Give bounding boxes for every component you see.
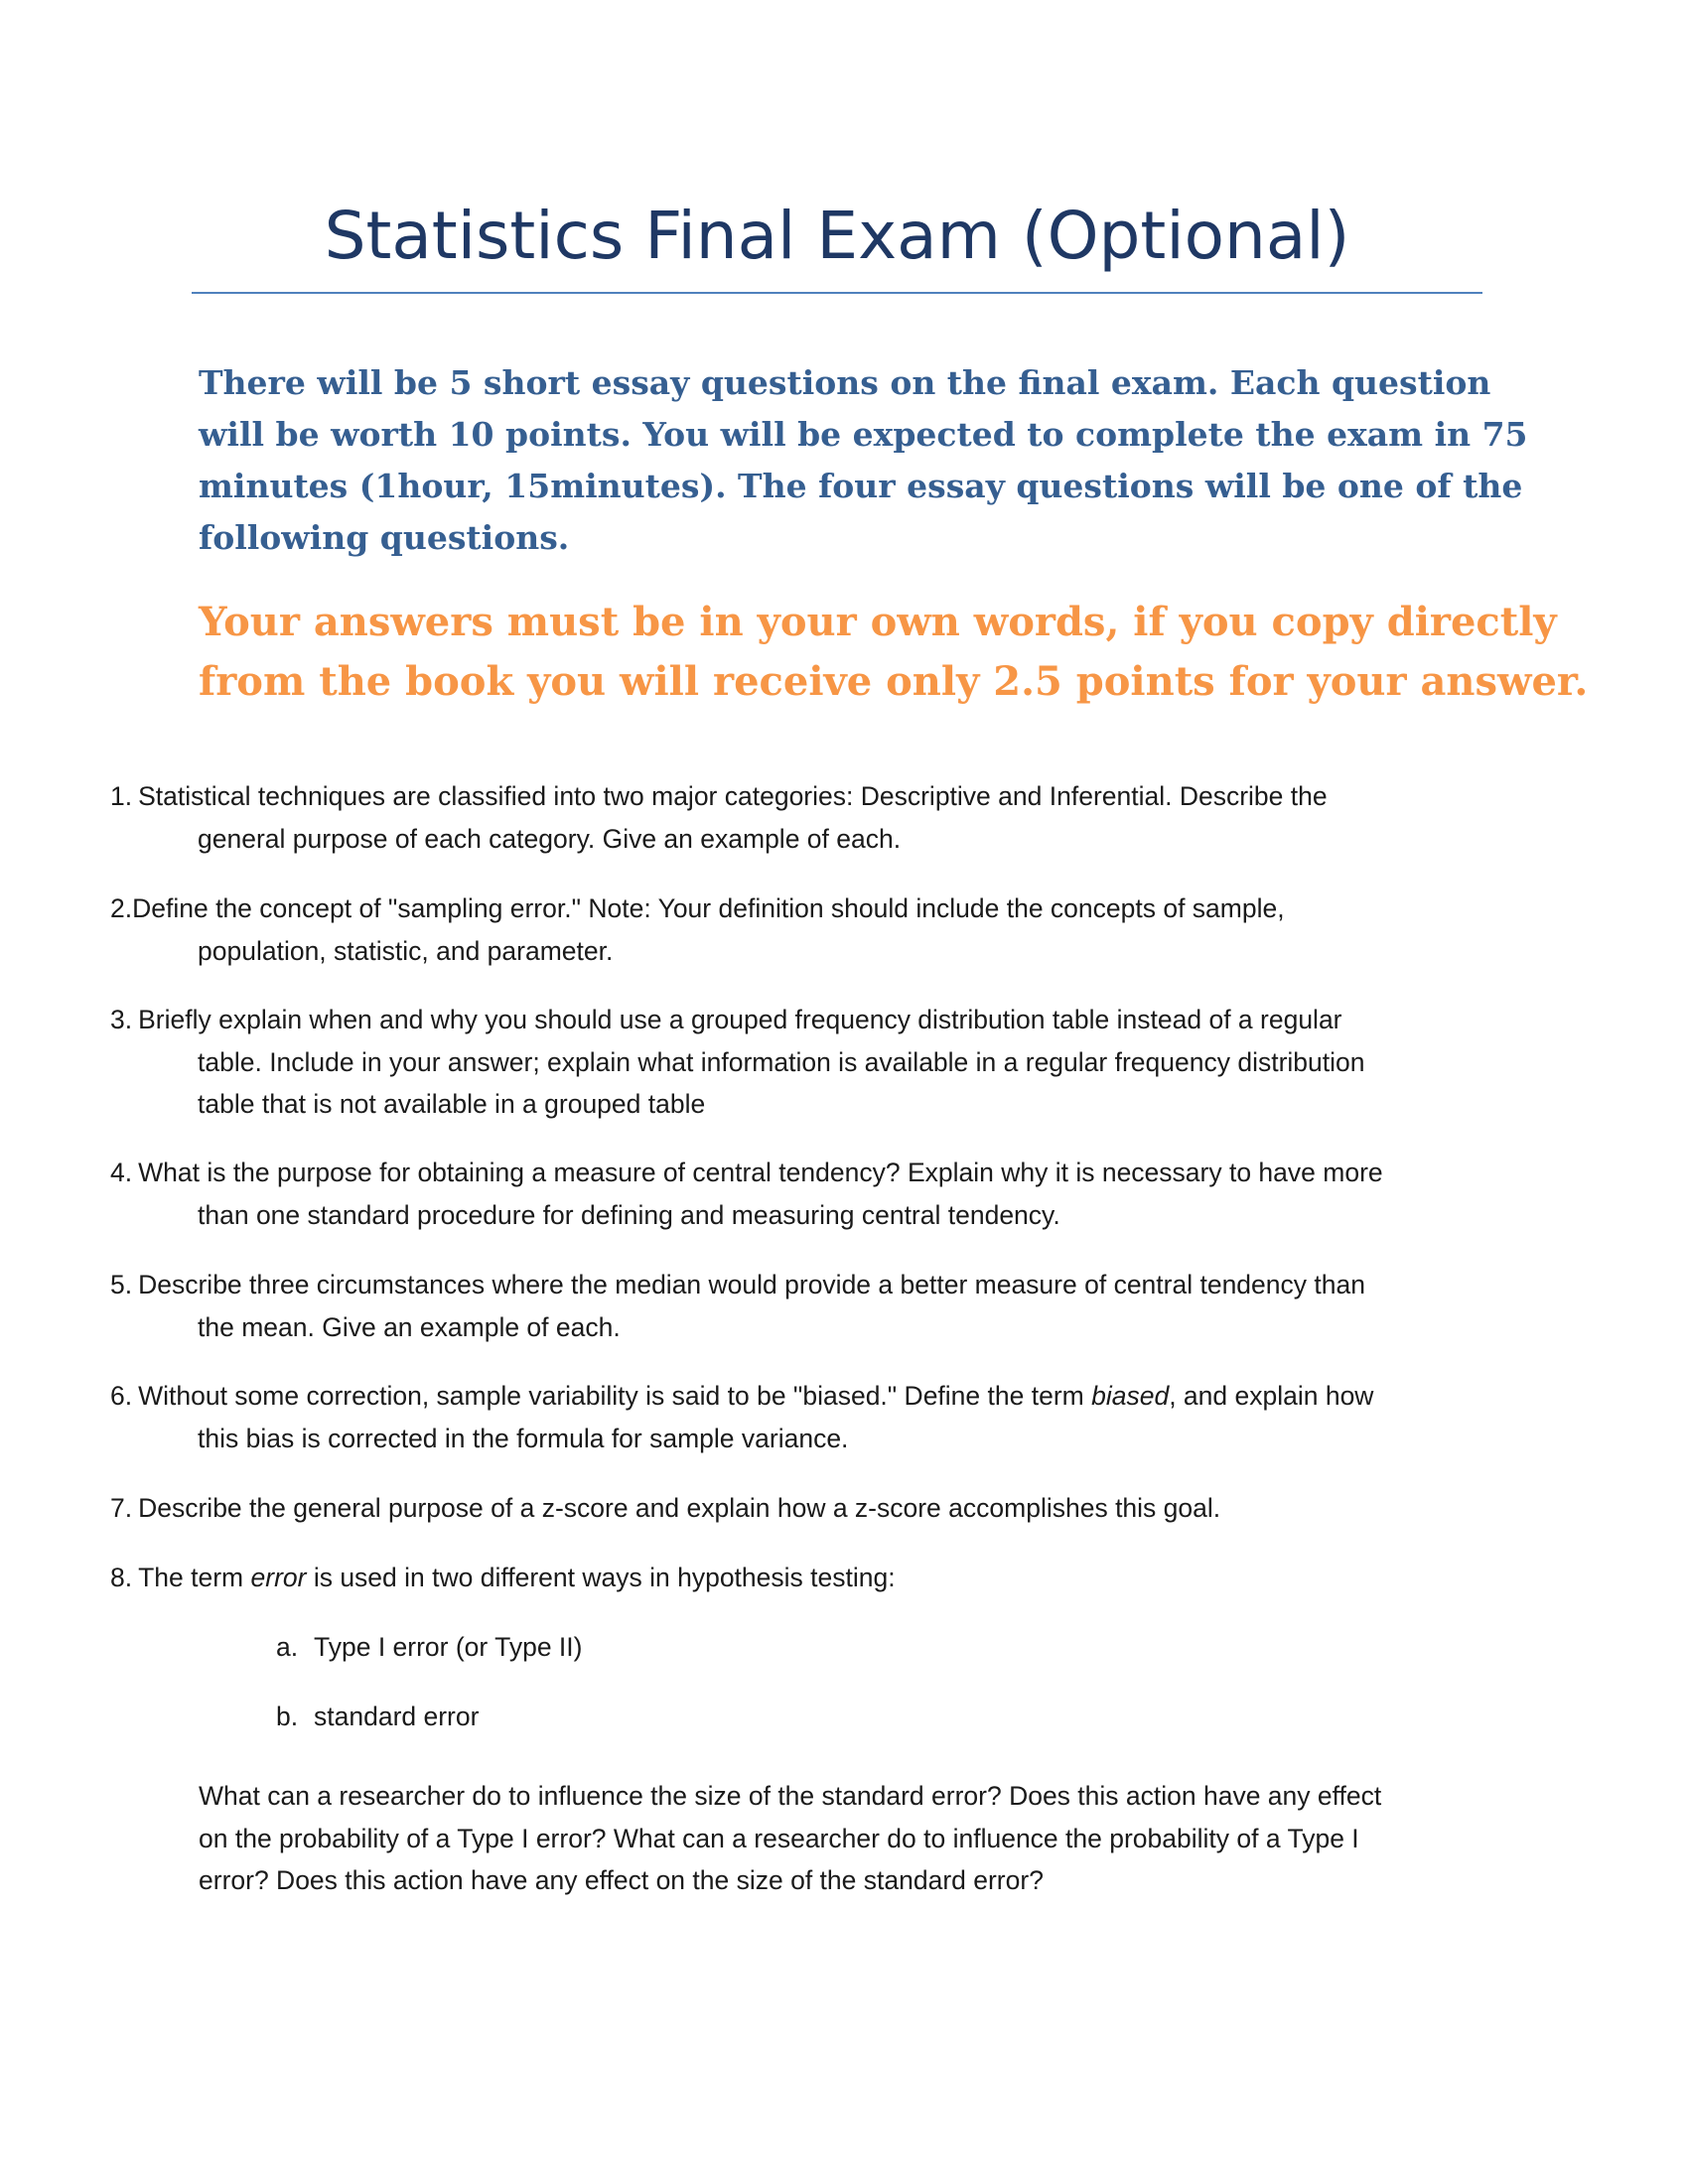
question-text: this bias is corrected in the formula for sample variance.: [198, 1423, 849, 1453]
sub-item-letter: a.: [276, 1632, 299, 1662]
question-4: [110, 1152, 1480, 1236]
question-number: 2.: [110, 893, 133, 923]
question-text: , and explain how: [1169, 1381, 1374, 1411]
question-text: table. Include in your answer; explain what information is available in a regular frequency distribution: [198, 1046, 1365, 1077]
question-text: the mean. Give an example of each.: [198, 1311, 621, 1342]
question-text: What is the purpose for obtaining a measure of central tendency? Explain why it is necessary to have more: [138, 1158, 1383, 1187]
question-number: 8.: [110, 1563, 133, 1592]
title-underline: [192, 292, 1482, 294]
question-5: [110, 1264, 1480, 1348]
question-7: [110, 1487, 1480, 1530]
question-number: 3.: [110, 1005, 133, 1034]
question-text: population, statistic, and parameter.: [198, 935, 614, 966]
question-number: 7.: [110, 1493, 133, 1523]
question-number: 6.: [110, 1381, 133, 1411]
sub-item-letter: b.: [276, 1702, 299, 1731]
question-text: Statistical techniques are classified into two major categories: Descriptive and Inferential. Describe the: [138, 781, 1328, 811]
question-text: The term: [138, 1563, 251, 1592]
closing-paragraph: [199, 1775, 1489, 1902]
intro-paragraph: [199, 357, 1528, 564]
question-text: Without some correction, sample variability is said to be "biased." Define the term: [138, 1381, 1092, 1411]
warning-paragraph: [199, 593, 1589, 712]
question-text: Describe the general purpose of a z-score and explain how a z-score accomplishes this goal.: [138, 1493, 1221, 1523]
sub-item-b: [276, 1696, 479, 1738]
question-emphasis: error: [250, 1563, 307, 1592]
intro-line: minutes (1hour, 15minutes). The four essay questions will be one of the: [199, 467, 1523, 505]
question-3: [110, 999, 1480, 1126]
question-text: Define the concept of "sampling error." Note: Your definition should include the concepts of sample,: [132, 893, 1285, 923]
intro-line: following questions.: [199, 518, 570, 557]
sub-item-text: Type I error (or Type II): [314, 1632, 583, 1662]
sub-item-text: standard error: [314, 1702, 480, 1731]
question-text: table that is not available in a grouped table: [198, 1089, 706, 1119]
question-emphasis: biased: [1091, 1381, 1170, 1411]
intro-line: will be worth 10 points. You will be expected to complete the exam in 75: [199, 415, 1528, 454]
sub-item-a: [276, 1626, 583, 1669]
closing-line: on the probability of a Type I error? What can a researcher do to influence the probability of a Type I: [199, 1823, 1359, 1853]
question-text: than one standard procedure for defining and measuring central tendency.: [198, 1199, 1060, 1230]
closing-line: error? Does this action have any effect on the size of the standard error?: [199, 1865, 1044, 1895]
intro-line: There will be 5 short essay questions on the final exam. Each question: [199, 363, 1491, 402]
question-number: 1.: [110, 781, 133, 811]
question-text: general purpose of each category. Give an example of each.: [198, 823, 902, 854]
question-number: 5.: [110, 1270, 133, 1299]
question-text: is used in two different ways in hypothesis testing:: [306, 1563, 896, 1592]
warning-line: Your answers must be in your own words, if you copy directly: [199, 599, 1557, 645]
question-text: Describe three circumstances where the median would provide a better measure of central tendency than: [138, 1270, 1365, 1299]
question-1: [110, 775, 1480, 860]
warning-line: from the book you will receive only 2.5 points for your answer.: [199, 658, 1589, 705]
question-8: [110, 1557, 1480, 1599]
question-number: 4.: [110, 1158, 133, 1187]
page-title: Statistics Final Exam (Optional): [324, 198, 1350, 274]
question-6: [110, 1375, 1480, 1459]
question-2: [110, 887, 1480, 972]
closing-line: What can a researcher do to influence the size of the standard error? Does this action have any effect: [199, 1781, 1382, 1811]
question-text: Briefly explain when and why you should use a grouped frequency distribution table instead of a regular: [138, 1005, 1342, 1034]
